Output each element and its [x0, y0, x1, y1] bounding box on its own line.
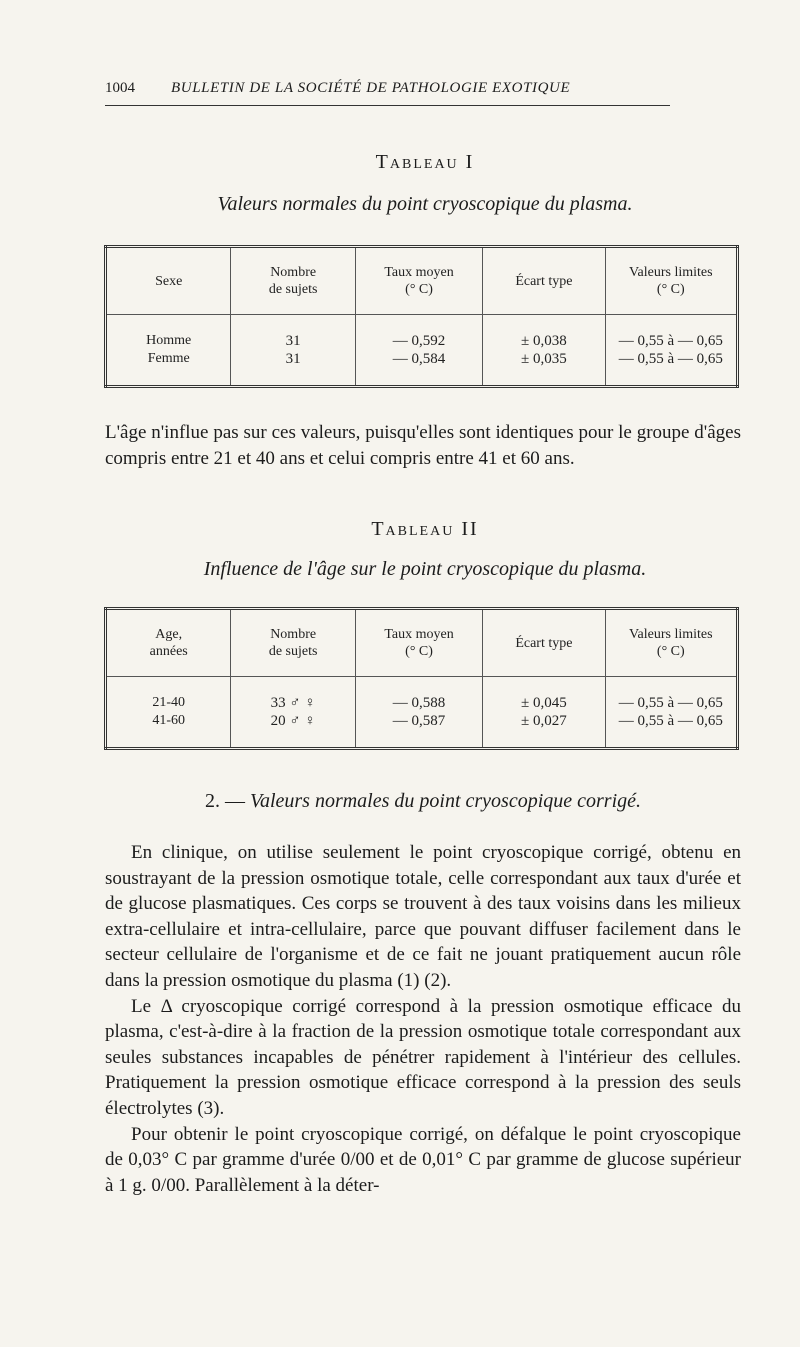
section-number: 2. —: [204, 790, 245, 812]
body-text: [105, 840, 741, 1198]
table2: [104, 607, 739, 750]
paragraph: En clinique, on utilise seulement le point cryoscopique corrigé, obtenu en soustrayant de la pression osmotique totale, celle correspondant aux taux d'urée et de glucose plasmatiques. Ces corps se trouvent à des taux voisins dans les milieux extra-cellulaire et intra-cellulaire, parce que pouvant diffuser facilement dans le secteur cellulaire de l'organisme et de ce fait ne jouant pratiquement aucun rôle dans la pression osmotique du plasma (1) (2).: [105, 842, 741, 991]
table1-col-valeurs: — 0,55 à — 0,65 — 0,55 à — 0,65: [605, 315, 737, 387]
table2-header-row: [106, 609, 738, 677]
table2-col-taux: — 0,588 — 0,587: [355, 677, 482, 749]
header-rule: [105, 105, 670, 106]
section-title: Valeurs normales du point cryoscopique corrigé.: [249, 790, 642, 812]
table2-col-age: 21-40 41-60: [152, 695, 186, 728]
section-heading: [105, 790, 741, 813]
table2-col-ecart: ± 0,045 ± 0,027: [483, 677, 605, 749]
table1-header-sexe: Sexe: [106, 247, 231, 315]
table2-col-valeurs: — 0,55 à — 0,65 — 0,55 à — 0,65: [605, 677, 737, 749]
paragraph: Le Δ cryoscopique corrigé correspond à la pression osmotique efficace du plasma, c'est-à-dire à la fraction de la pression osmotique totale correspondant aux seules substances incapables de pénétrer rapidement à l'intérieur des cellules. Pratiquement la pression osmotique efficace correspond à la pression des seuls électrolytes (3).: [105, 995, 741, 1119]
table2-title: Tableau II: [371, 518, 479, 540]
running-header: [105, 80, 670, 97]
page-number: 1004: [105, 80, 135, 96]
table1: [104, 245, 739, 388]
table1-header-nombre: Nombre de sujets: [231, 247, 355, 315]
table1-col-ecart: ± 0,038 ± 0,035: [483, 315, 605, 387]
paragraph: Pour obtenir le point cryoscopique corrigé, on défalque le point cryoscopique de 0,03° C par gramme d'urée 0/00 et de 0,01° C par gramme de glucose supérieur à 1 g. 0/00. Parallèlement à la déter-: [105, 1123, 741, 1196]
table2-caption: Influence de l'âge sur le point cryoscopique du plasma.: [203, 558, 647, 580]
table1-header-valeurs: Valeurs limites (° C): [605, 247, 737, 315]
table1-col-taux: — 0,592 — 0,584: [355, 315, 482, 387]
table2-header-taux: Taux moyen (° C): [355, 609, 482, 677]
table1-caption: Valeurs normales du point cryoscopique du plasma.: [217, 193, 633, 215]
table2-header-valeurs: Valeurs limites (° C): [605, 609, 737, 677]
table2-header-age: Age, années: [106, 609, 231, 677]
table1-title: Tableau I: [375, 151, 475, 173]
paragraph-age: L'âge n'influe pas sur ces valeurs, puisqu'elles sont identiques pour le groupe d'âges compris entre 21 et 40 ans et celui compris entre 41 et 60 ans.: [105, 422, 741, 469]
table2-header-nombre: Nombre de sujets: [231, 609, 355, 677]
table1-header-taux: Taux moyen (° C): [355, 247, 482, 315]
table2-col-nombre: 33 ♂ ♀ 20 ♂ ♀: [231, 677, 355, 749]
table2-header-ecart: Écart type: [483, 609, 605, 677]
table-row: [106, 315, 738, 387]
table1-header-ecart: Écart type: [483, 247, 605, 315]
table-row: [106, 677, 738, 749]
table1-header-row: [106, 247, 738, 315]
table1-col-nombre: 31 31: [231, 315, 355, 387]
table1-col-sexe: Homme Femme: [146, 333, 192, 366]
journal-title: BULLETIN DE LA SOCIÉTÉ DE PATHOLOGIE EXOTIQUE: [171, 80, 571, 96]
